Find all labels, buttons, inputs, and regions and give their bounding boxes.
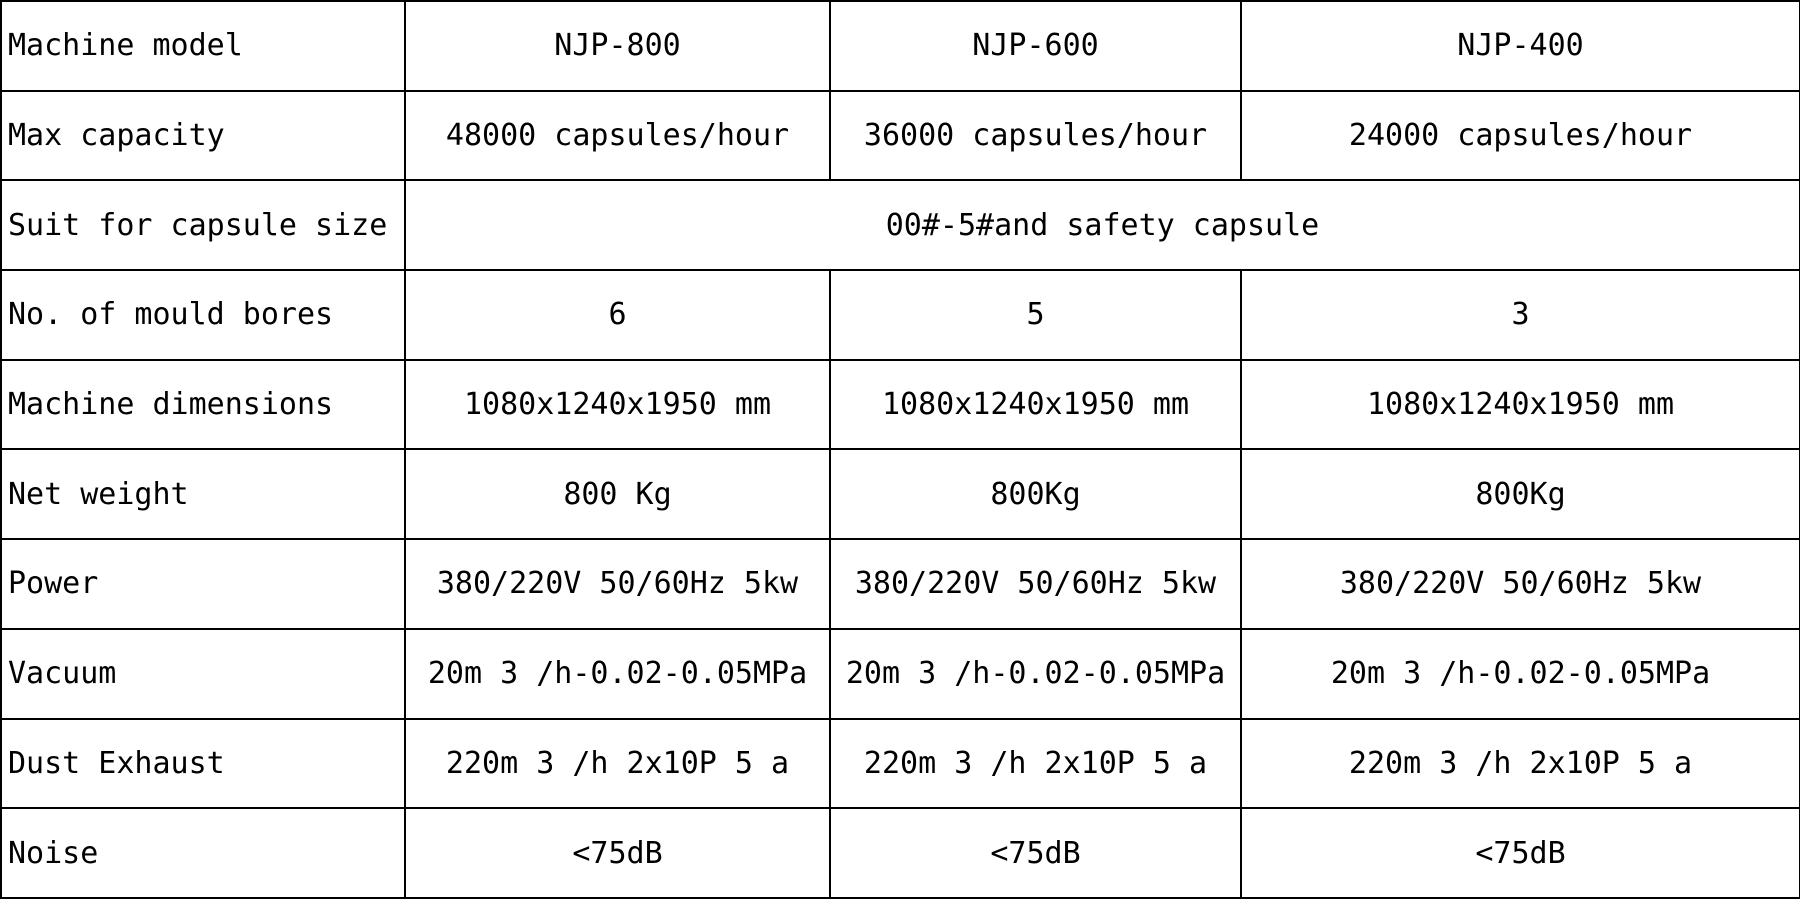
cell-njp-600: 380/220V 50/60Hz 5kw [830, 539, 1241, 629]
table-row-mould-bores [1, 270, 1800, 360]
cell-njp-800: 380/220V 50/60Hz 5kw [405, 539, 830, 629]
table-row-machine-model [1, 1, 1800, 91]
cell-njp-800: 6 [405, 270, 830, 360]
row-label: Net weight [1, 449, 405, 539]
cell-njp-800: 1080x1240x1950 mm [405, 360, 830, 450]
cell-njp-600: <75dB [830, 808, 1241, 898]
cell-njp-400: 3 [1241, 270, 1800, 360]
table-row-capsule-size [1, 180, 1800, 270]
row-label: Machine dimensions [1, 360, 405, 450]
cell-njp-400: 800Kg [1241, 449, 1800, 539]
cell-njp-600: 1080x1240x1950 mm [830, 360, 1241, 450]
row-label: No. of mould bores [1, 270, 405, 360]
row-label: Max capacity [1, 91, 405, 181]
row-label: Suit for capsule size [1, 180, 405, 270]
table-row-power [1, 539, 1800, 629]
cell-njp-600: NJP-600 [830, 1, 1241, 91]
cell-capsule-size-all-models: 00#-5#and safety capsule [405, 180, 1800, 270]
cell-njp-600: 5 [830, 270, 1241, 360]
cell-njp-800: <75dB [405, 808, 830, 898]
cell-njp-800: 800 Kg [405, 449, 830, 539]
table-row-machine-dimensions [1, 360, 1800, 450]
cell-njp-600: 36000 capsules/hour [830, 91, 1241, 181]
cell-njp-400: 20m 3 /h-0.02-0.05MPa [1241, 629, 1800, 719]
row-label: Vacuum [1, 629, 405, 719]
cell-njp-600: 800Kg [830, 449, 1241, 539]
cell-njp-800: 48000 capsules/hour [405, 91, 830, 181]
table-row-max-capacity [1, 91, 1800, 181]
cell-njp-400: 220m 3 /h 2x10P 5 a [1241, 719, 1800, 809]
cell-njp-400: NJP-400 [1241, 1, 1800, 91]
table-row-noise [1, 808, 1800, 898]
cell-njp-400: <75dB [1241, 808, 1800, 898]
cell-njp-800: 20m 3 /h-0.02-0.05MPa [405, 629, 830, 719]
cell-njp-400: 380/220V 50/60Hz 5kw [1241, 539, 1800, 629]
table-row-dust-exhaust [1, 719, 1800, 809]
cell-njp-600: 20m 3 /h-0.02-0.05MPa [830, 629, 1241, 719]
table-row-vacuum [1, 629, 1800, 719]
table-row-net-weight [1, 449, 1800, 539]
row-label: Dust Exhaust [1, 719, 405, 809]
row-label: Power [1, 539, 405, 629]
cell-njp-800: 220m 3 /h 2x10P 5 a [405, 719, 830, 809]
cell-njp-600: 220m 3 /h 2x10P 5 a [830, 719, 1241, 809]
cell-njp-800: NJP-800 [405, 1, 830, 91]
cell-njp-400: 24000 capsules/hour [1241, 91, 1800, 181]
row-label: Noise [1, 808, 405, 898]
row-label: Machine model [1, 1, 405, 91]
cell-njp-400: 1080x1240x1950 mm [1241, 360, 1800, 450]
